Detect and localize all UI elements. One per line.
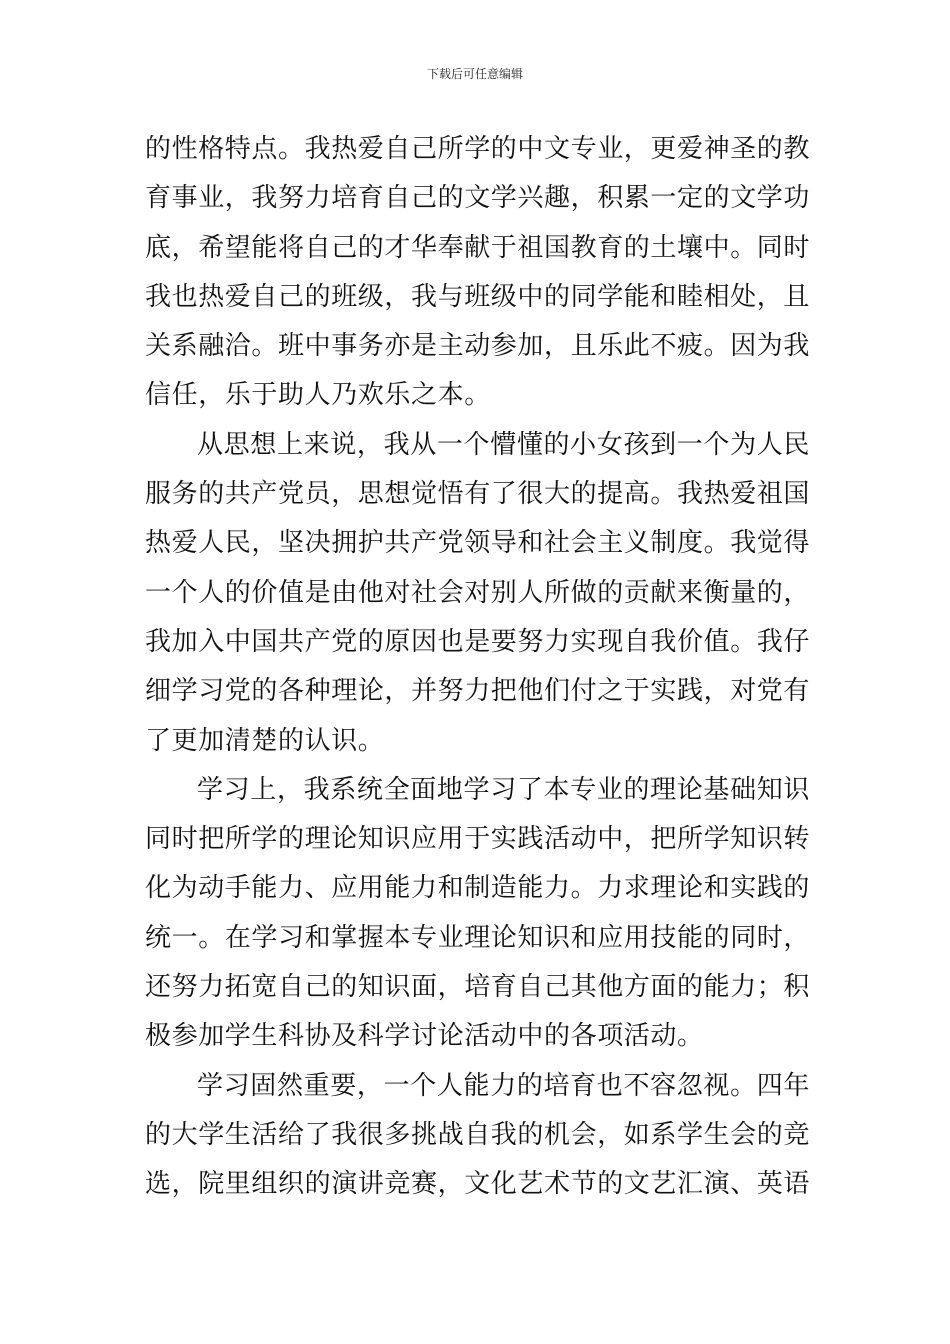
text-line: 我也热爱自己的班级，我与班级中的同学能和睦相处，且 [145, 281, 811, 312]
paragraph-first-line: 从思想上来说，我从一个懵懂的小女孩到一个为人民 [197, 429, 810, 460]
text-line: 统一。在学习和掌握本专业理论知识和应用技能的同时， [145, 922, 811, 953]
text-line: 服务的共产党员，思想觉悟有了很大的提高。我热爱祖国 [145, 479, 811, 510]
text-line: 育事业，我努力培育自己的文学兴趣，积累一定的文学功 [145, 183, 811, 214]
paragraph-first-line: 学习上，我系统全面地学习了本专业的理论基础知识 [197, 774, 810, 805]
text-line: 化为动手能力、应用能力和制造能力。力求理论和实践的 [145, 873, 811, 904]
text-line: 热爱人民，坚决拥护共产党领导和社会主义制度。我觉得 [145, 528, 811, 559]
text-line: 信任，乐于助人乃欢乐之本。 [145, 380, 491, 411]
text-line: 同时把所学的理论知识应用于实践活动中，把所学知识转 [145, 824, 811, 855]
paragraph-first-line: 学习固然重要，一个人能力的培育也不容忽视。四年 [197, 1070, 810, 1101]
text-line: 还努力拓宽自己的知识面，培育自己其他方面的能力；积 [145, 972, 811, 1003]
text-line: 了更加清楚的认识。 [145, 725, 385, 756]
page-header-note: 下载后可任意编辑 [426, 67, 523, 81]
document-body [145, 125, 810, 1210]
text-line: 的大学生活给了我很多挑战自我的机会，如系学生会的竞 [145, 1119, 811, 1150]
text-line: 我加入中国共产党的原因也是要努力实现自我价值。我仔 [145, 626, 811, 657]
text-line: 选，院里组织的演讲竞赛，文化艺术节的文艺汇演、英语 [145, 1169, 811, 1200]
text-line: 关系融洽。班中事务亦是主动参加，且乐此不疲。因为我 [145, 331, 811, 362]
text-line: 一个人的价值是由他对社会对别人所做的贡献来衡量的， [145, 577, 811, 608]
text-line: 细学习党的各种理论，并努力把他们付之于实践，对党有 [145, 676, 811, 707]
text-line: 极参加学生科协及科学讨论活动中的各项活动。 [145, 1021, 704, 1052]
text-line: 底，希望能将自己的才华奉献于祖国教育的土壤中。同时 [145, 232, 811, 263]
text-line: 的性格特点。我热爱自己所学的中文专业，更爱神圣的教 [145, 134, 811, 164]
